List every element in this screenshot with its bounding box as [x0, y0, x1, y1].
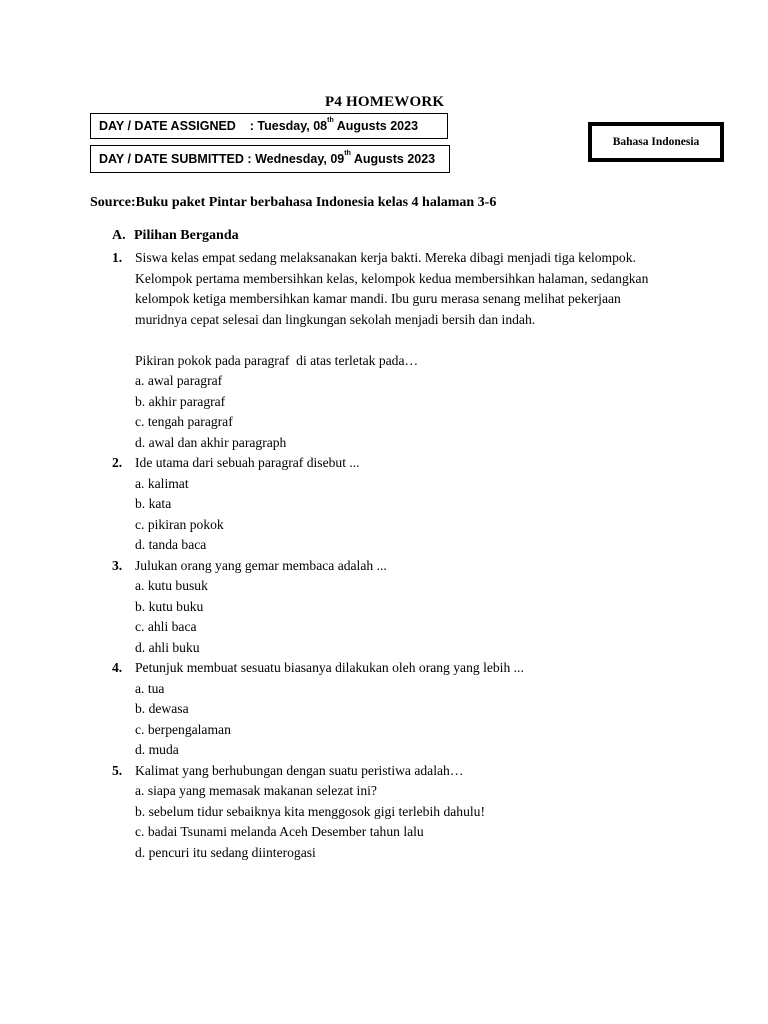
date-submitted-value: Wednesday, 09th Augusts 2023 — [255, 149, 436, 166]
page-title: P4 HOMEWORK — [325, 94, 445, 110]
question-number: 2. — [112, 455, 123, 470]
question-text: Pikiran pokok pada paragraf di atas terletak pada… — [135, 352, 419, 368]
option-a: a. kalimat — [135, 475, 189, 491]
question-number: 1. — [112, 250, 123, 265]
subject-box: Bahasa Indonesia — [588, 122, 724, 162]
question-5 — [112, 761, 672, 864]
question-text: Julukan orang yang gemar membaca adalah ... — [135, 557, 387, 573]
option-a: a. awal paragraf — [135, 373, 223, 388]
date-submitted-separator: : — [247, 152, 252, 166]
question-2 — [112, 453, 672, 556]
option-a: a. kutu busuk — [135, 578, 208, 593]
option-c: c. pikiran pokok — [135, 516, 224, 532]
question-3 — [112, 556, 672, 659]
option-d: d. pencuri itu sedang diinterogasi — [135, 844, 316, 860]
option-b: b. kata — [135, 496, 172, 511]
option-d: d. tanda baca — [135, 537, 207, 552]
question-passage: Siswa kelas empat sedang melaksanakan kerja bakti. Mereka dibagi menjadi tiga kelompok. Kelompok pertama membersihkan kelas, kelompok kedua membersihkan halaman, sedangkan kelompok ketiga membersihkan kamar mandi. Ibu guru merasa senang melihat pekerjaan muridnya cepat selesai dan lingkungan sekolah menjadi bersih dan indah. — [135, 250, 649, 327]
date-assigned-separator: : — [249, 119, 254, 133]
question-1 — [112, 248, 672, 453]
option-c: c. tengah paragraf — [135, 414, 233, 429]
date-submitted-label: DAY / DATE SUBMITTED — [99, 152, 244, 166]
question-number: 4. — [112, 660, 123, 675]
question-number: 3. — [112, 557, 123, 573]
option-a: a. siapa yang memasak makanan selezat ini? — [135, 783, 377, 798]
date-assigned-box — [90, 113, 448, 139]
option-b: b. sebelum tidur sebaiknya kita menggosok gigi terlebih dahulu! — [135, 803, 485, 819]
option-c: c. badai Tsunami melanda Aceh Desember tahun lalu — [135, 824, 424, 839]
question-text: Kalimat yang berhubungan dengan suatu peristiwa adalah… — [135, 762, 464, 778]
option-d: d. ahli buku — [135, 639, 200, 655]
question-list — [112, 248, 672, 863]
question-4 — [112, 658, 672, 761]
date-assigned-label: DAY / DATE ASSIGNED — [99, 119, 236, 133]
option-c: c. berpengalaman — [135, 721, 231, 737]
option-b: b. dewasa — [135, 701, 189, 716]
section-heading — [112, 228, 239, 244]
section-title: Pilihan Berganda — [134, 228, 239, 243]
source-line: Source:Buku paket Pintar berbahasa Indonesia kelas 4 halaman 3-6 — [90, 195, 497, 210]
option-d: d. awal dan akhir paragraph — [135, 434, 287, 450]
option-b: b. akhir paragraf — [135, 393, 226, 409]
option-d: d. muda — [135, 742, 179, 757]
date-submitted-box — [90, 145, 450, 173]
option-b: b. kutu buku — [135, 598, 204, 614]
question-text: Ide utama dari sebuah paragraf disebut ... — [135, 455, 360, 470]
question-number: 5. — [112, 762, 123, 778]
section-letter: A. — [112, 228, 126, 243]
option-a: a. tua — [135, 680, 165, 696]
date-assigned-value: Tuesday, 08th Augusts 2023 — [257, 116, 419, 133]
option-c: c. ahli baca — [135, 619, 197, 634]
question-text: Petunjuk membuat sesuatu biasanya dilakukan oleh orang yang lebih ... — [135, 660, 524, 675]
